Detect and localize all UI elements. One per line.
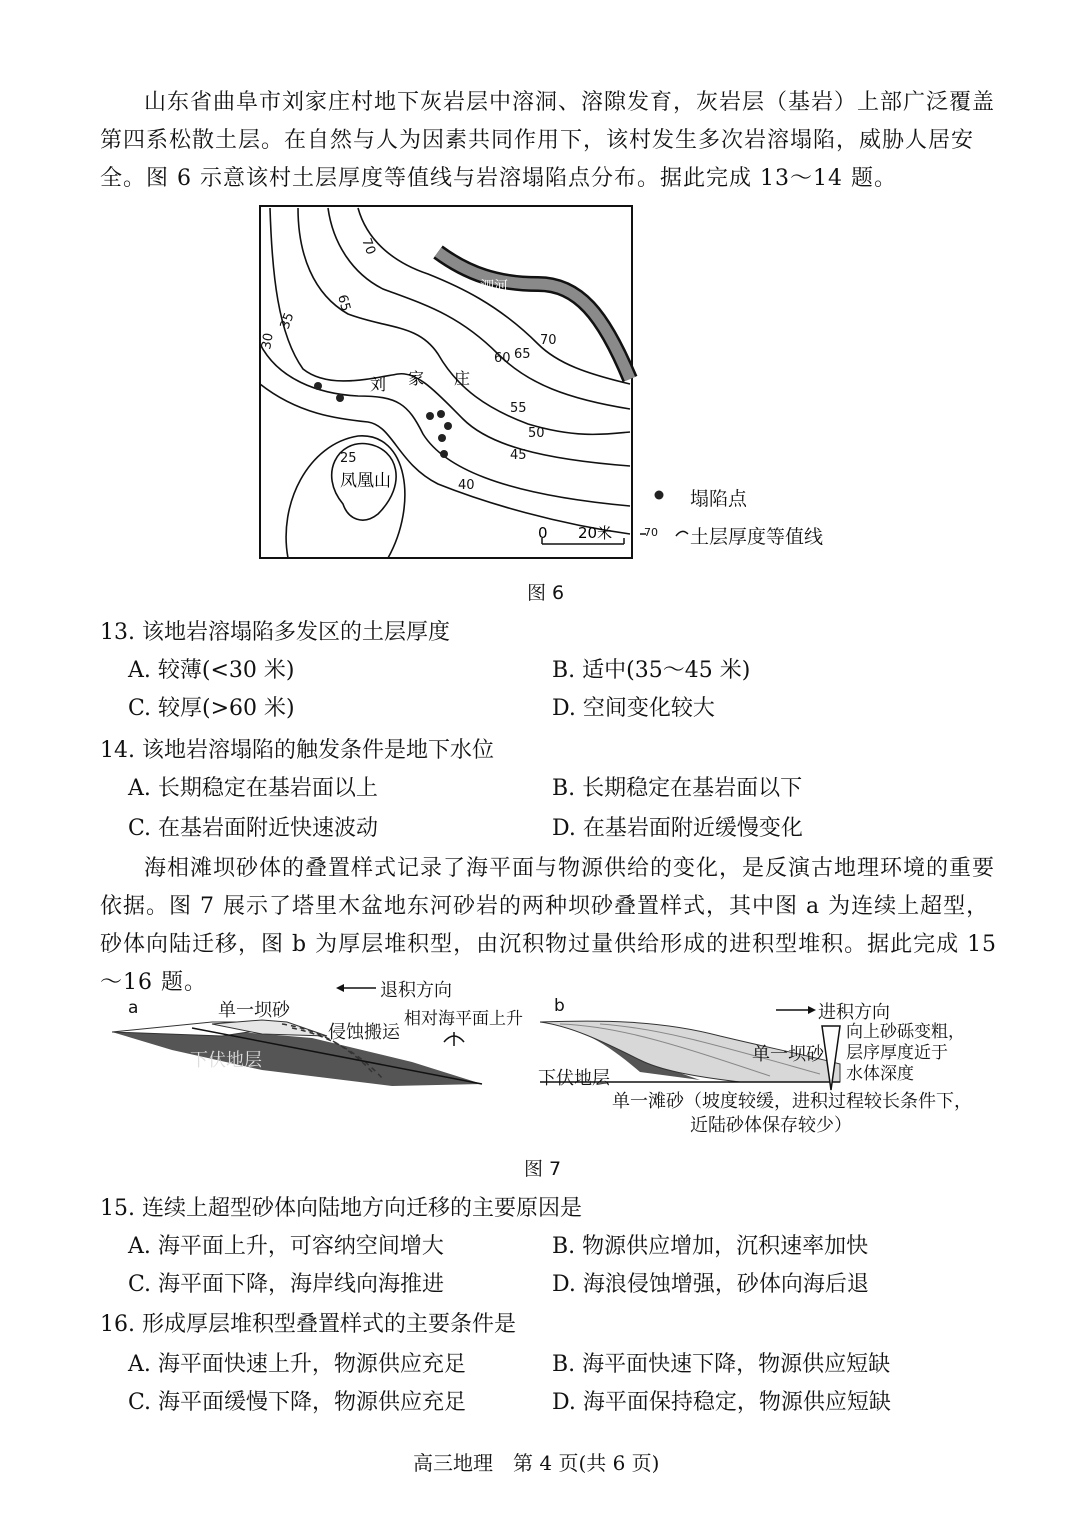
q13-option-c[interactable]: C. 较厚(>60 米) xyxy=(128,696,295,721)
prograde-arrow-icon xyxy=(776,1004,816,1016)
intro-paragraph-1: 山东省曲阜市刘家庄村地下灰岩层中溶洞、溶隙发育，灰岩层（基岩）上部广泛覆盖第四系松散土层。在自然与人为因素共同作用下，该村发生多次岩溶塌陷，威胁人居安全。图 6 示意该村土层厚度等值线与岩溶塌陷点分布。据此完成 13～14 题。 xyxy=(100,90,996,191)
figure-6-map xyxy=(258,204,638,562)
q13-option-a[interactable]: A. 较薄(<30 米) xyxy=(128,658,295,683)
coarsening-note: 向上砂砾变粗， 层序厚度近于 水体深度 xyxy=(846,1022,965,1084)
contour-label: 65 xyxy=(334,293,353,314)
question-14-stem: 14. 该地岩溶塌陷的触发条件是地下水位 xyxy=(100,738,494,763)
contour-label: 45 xyxy=(510,448,527,463)
q15-option-c[interactable]: C. 海平面下降，海岸线向海推进 xyxy=(128,1272,445,1297)
q16-option-b[interactable]: B. 海平面快速下降，物源供应短缺 xyxy=(552,1352,891,1377)
legend-contour-icon xyxy=(640,524,690,544)
figure-7a-letter: a xyxy=(128,998,139,1018)
q14-option-a[interactable]: A. 长期稳定在基岩面以上 xyxy=(128,776,378,801)
contour-label: 40 xyxy=(458,478,475,493)
contour-label: 60 xyxy=(494,351,511,366)
contour-label: 50 xyxy=(528,426,545,441)
q13-option-d[interactable]: D. 空间变化较大 xyxy=(552,696,715,721)
contour-label: 70 xyxy=(540,333,557,348)
q13-option-b[interactable]: B. 适中(35～45 米) xyxy=(552,658,751,683)
legend-collapse-icon xyxy=(652,488,666,502)
a-single-bar-label: 单一坝砂 xyxy=(218,1000,290,1021)
collapse-point xyxy=(426,412,434,420)
page-footer: 高三地理 第 4 页(共 6 页) xyxy=(413,1451,660,1475)
collapse-point xyxy=(444,422,452,430)
retreat-arrow-icon xyxy=(336,982,376,994)
svg-text:0: 0 xyxy=(538,524,548,542)
q14-option-c[interactable]: C. 在基岩面附近快速波动 xyxy=(128,816,379,841)
q15-option-b[interactable]: B. 物源供应增加，沉积速率加快 xyxy=(552,1234,869,1259)
village-char: 家 xyxy=(408,369,425,388)
q16-option-c[interactable]: C. 海平面缓慢下降，物源供应充足 xyxy=(128,1390,467,1415)
collapse-point xyxy=(437,410,445,418)
question-16-stem: 16. 形成厚层堆积型叠置样式的主要条件是 xyxy=(100,1312,516,1337)
q14-option-d[interactable]: D. 在基岩面附近缓慢变化 xyxy=(552,816,803,841)
q16-option-a[interactable]: A. 海平面快速上升，物源供应充足 xyxy=(128,1352,466,1377)
collapse-point xyxy=(438,434,446,442)
river-label: 泗河 xyxy=(480,279,508,295)
q15-option-a[interactable]: A. 海平面上升，可容纳空间增大 xyxy=(128,1234,444,1259)
contour-label: 30 xyxy=(259,331,277,351)
figure-7-caption: 图 7 xyxy=(524,1158,562,1180)
legend-contour-value: 70 xyxy=(644,526,658,539)
collapse-point xyxy=(314,382,322,390)
sea-level-rise-label: 相对海平面上升 xyxy=(404,1009,523,1029)
intro-paragraph-2: 海相滩坝砂体的叠置样式记录了海平面与物源供给的变化，是反演古地理环境的重要依据。图 7 展示了塔里木盆地东河砂岩的两种坝砂叠置样式，其中图 a 为连续上超型，砂体向陆迁移，图 b 为厚层堆积型，由沉积物过量供给形成的进积型堆积。据此完成 15～16 题。 xyxy=(100,856,998,995)
collapse-point xyxy=(336,394,344,402)
contour-label: 25 xyxy=(340,451,357,466)
question-13-stem: 13. 该地岩溶塌陷多发区的土层厚度 xyxy=(100,620,450,645)
village-char: 庄 xyxy=(454,369,471,388)
q15-option-d[interactable]: D. 海浪侵蚀增强，砂体向海后退 xyxy=(552,1272,869,1297)
a-underlying-label: 下伏地层 xyxy=(190,1050,262,1071)
b-underlying-label: 下伏地层 xyxy=(538,1068,610,1089)
mountain-label: 凤凰山 xyxy=(340,471,391,491)
legend-contour-label: 土层厚度等值线 xyxy=(690,526,824,548)
legend-collapse-label: 塌陷点 xyxy=(690,488,748,510)
figure-7b-letter: b xyxy=(554,996,565,1016)
beach-sand-note: 单一滩砂（坡度较缓，进积过程较长条件下， 近陆砂体保存较少） xyxy=(612,1091,972,1136)
question-15-stem: 15. 连续上超型砂体向陆地方向迁移的主要原因是 xyxy=(100,1196,582,1221)
collapse-point xyxy=(440,450,448,458)
contour-label: 55 xyxy=(510,401,527,416)
q14-option-b[interactable]: B. 长期稳定在基岩面以下 xyxy=(552,776,803,801)
sea-rise-arrow-icon xyxy=(442,1028,466,1046)
prograde-direction-label: 进积方向 xyxy=(818,1002,890,1023)
q16-option-d[interactable]: D. 海平面保持稳定，物源供应短缺 xyxy=(552,1390,891,1415)
village-char: 刘 xyxy=(370,375,387,394)
figure-6-caption: 图 6 xyxy=(527,582,565,604)
contour-label: 35 xyxy=(277,310,298,332)
retreat-direction-label: 退积方向 xyxy=(380,980,452,1001)
contour-label: 65 xyxy=(514,347,531,362)
b-single-bar-label: 单一坝砂 xyxy=(752,1044,824,1065)
svg-text:20米: 20米 xyxy=(578,524,613,542)
contour-label: 70 xyxy=(358,236,378,257)
erosion-transport-label: 侵蚀搬运 xyxy=(328,1022,400,1043)
